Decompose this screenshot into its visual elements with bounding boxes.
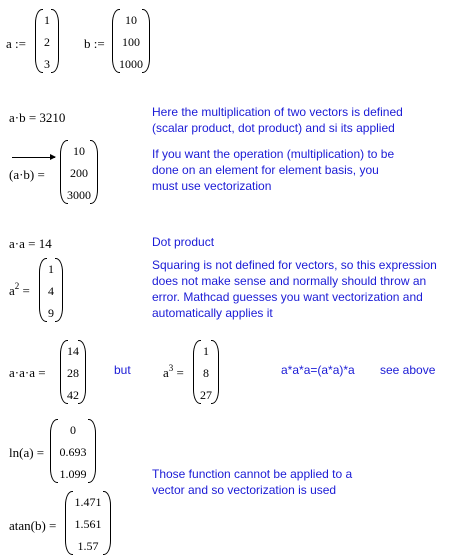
cube-expression [163,363,184,380]
vectorized-result [60,140,98,204]
equals-sign: = [173,365,184,380]
function-vectorization-note [152,466,352,498]
vector-element: 1 [48,262,54,276]
vector-element: 10 [73,144,85,158]
triple-product-result [60,340,86,404]
but-label [114,362,131,378]
vector-element: 0.693 [59,445,87,459]
vector-element: 1.471 [74,495,102,509]
note-line: must use vectorization [152,179,272,193]
cube-base: a [163,365,169,380]
vector-element: 27 [200,388,212,402]
associativity-formula [281,362,355,378]
equals-sign: = [19,283,30,298]
note-line: error. Mathcad guesses you want vectorization and [152,290,423,304]
vector-element: 9 [48,306,54,320]
vector-element: 42 [67,388,79,402]
vector-element: 1.099 [59,467,87,481]
a-definition-label: a := [6,36,26,51]
square-expression [9,281,30,298]
note-line: Those function cannot be applied to a [152,467,353,481]
note-line: Squaring is not defined for vectors, so this expression [152,258,437,272]
cube-exponent: 3 [168,363,174,373]
square-exponent: 2 [14,281,20,291]
atan-result [65,491,111,555]
vector-element: 2 [44,35,50,49]
vectorize-arrow [12,157,55,158]
vector-element: 4 [48,284,54,298]
note-line: Dot product [152,235,215,249]
vector-element: 28 [67,366,79,380]
note-line: vector and so vectorization is used [152,483,337,497]
a-dot-a-expression: a·a = 14 [9,236,52,251]
ln-expression: ln(a) = [9,445,45,460]
note-line: done on an element for element basis, you [152,163,379,177]
vector-element: 1000 [119,57,143,71]
ln-result [50,419,96,483]
note-line: does not make sense and normally should throw an [152,274,427,288]
squaring-note [152,257,437,321]
vector-element: 8 [203,366,209,380]
vector-element: 3 [44,57,50,71]
note-line: automatically applies it [152,306,273,320]
vector-a [35,9,59,73]
square-base: a [9,283,15,298]
note-line: a*a*a=(a*a)*a [281,363,355,377]
vector-element: 1 [44,13,50,27]
a-dot-a-note [152,234,214,250]
dot-product-expression: a·b = 3210 [9,110,66,125]
note-line: Here the multiplication of two vectors is defined [152,105,403,119]
note-line: (scalar product, dot product) and si its applied [152,121,395,135]
cube-result [193,340,219,404]
dot-product-note [152,104,403,136]
vector-element: 10 [125,13,137,27]
triple-product-expression: a·a·a = [9,365,46,380]
note-line: but [114,363,131,377]
atan-expression: atan(b) = [9,518,57,533]
vector-element: 200 [70,166,88,180]
vector-element: 1.57 [77,539,99,553]
b-definition-label: b := [84,36,105,51]
vector-b [112,9,150,73]
vector-element: 1.561 [74,517,102,531]
see-above-note [380,362,435,378]
note-line: If you want the operation (multiplication) to be [152,147,395,161]
vectorized-expression: (a·b) = [9,167,45,182]
vector-element: 100 [122,35,140,49]
vector-element: 14 [67,344,79,358]
vector-element: 0 [70,423,76,437]
vector-element: 3000 [67,188,91,202]
vectorization-note [152,146,394,194]
note-line: see above [380,363,436,377]
vector-element: 1 [203,344,209,358]
square-result [39,258,63,322]
